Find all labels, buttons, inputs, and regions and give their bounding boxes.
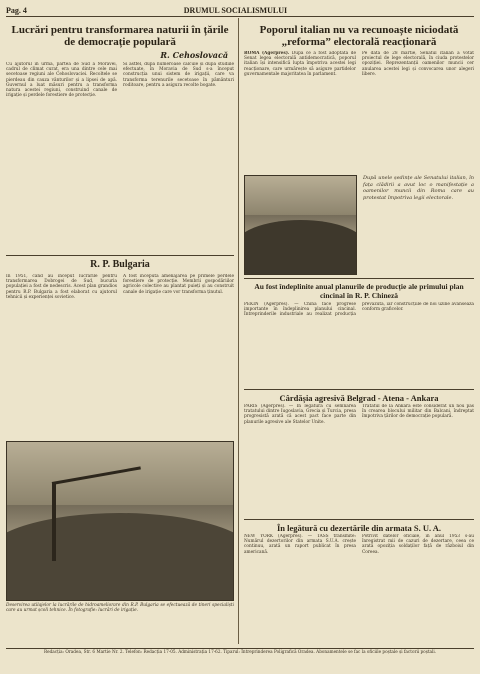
article2-body-left: În 1951, când au început lucrările pentru transformarea Dobrogei de Sud, bucuria populației a fost de nedescris. Acest plan grandios pentru R.P. Bulgaria a fost elaborat cu ajutorul tehnicii și experienței sovietice. — [6, 274, 117, 300]
article1-title: Lucrări pentru transformarea naturii în țările de democrație populară — [11, 24, 229, 48]
article3-body-right: Pe data de 28 martie, Senatul italian a votat proiectul de lege electorală, în ciuda protestelor opoziției. Reprezentanții oamenilor muncii cer anularea acestei legi și convocarea unor alegeri libere. — [362, 51, 474, 77]
photo-caption: Deservirea utilajelor la lucrările de hidroameliorare din R.P. Bulgaria se efectuează de tineri specialiști care au urmat școli tehnice. În fotografie: lucrări de irigație. — [6, 603, 234, 614]
article2-body-right: A fost începută amenajarea pe primele perdele forestiere de protecție. Membrii gospodăriilor agricole colective au plantat puieți și au construit canale de irigație care vor transforma ținutul. — [123, 274, 234, 295]
column-rule — [238, 18, 239, 644]
italy-protest-photo — [244, 175, 357, 275]
right-column — [244, 18, 474, 582]
article6-title: În legătură cu dezertările din armata S. U. A. — [276, 523, 442, 533]
bulgaria-works-photo — [6, 441, 234, 601]
article6-body-right: Potrivit datelor oficiale, în anul 1953 s-au înregistrat mii de cazuri de dezertare, ceea ce arată opoziția soldaților față de războiul din Coreea. — [362, 534, 474, 555]
article2-title: R. P. Bulgaria — [90, 259, 150, 270]
article1-author: R. Cehoslovacă — [160, 50, 228, 60]
article3-title: Poporul italian nu va recunoaște niciodată „reforma” electorală reacționară — [259, 24, 459, 48]
page-footer: Redacția: Oradea, Str. 6 Martie Nr. 2. Telefon: Redacția 17-05. Administrația 17-62. Tiparul: Întreprinderea Poligrafică Oradea. Abonamentele se fac la oficiile poștale și factorii poștali. — [6, 648, 474, 671]
article3-dateline: ROMA (Agerpres). — [244, 51, 290, 56]
page-header — [6, 4, 474, 17]
article5-body-right: Tratatul de la Ankara este considerat un nou pas în crearea blocului militar din Balcani, îndreptat împotriva țărilor de democrație populară. — [362, 404, 474, 420]
article4-title: Au fost îndeplinite anual planurile de producție ale primului plan cincinal în R. P. Chineză — [254, 282, 464, 300]
article6-body-left: NEW YORK (Agerpres). — TASS transmite: Numărul dezertorilor din armata S.U.A. crește continuu, arată un raport publicat în presa americană. — [244, 534, 356, 555]
newspaper-name: DRUMUL SOCIALISMULUI — [183, 5, 288, 15]
article1-body-right: Si astfel, după numeroase calcule și după studiile efectuate, în Moravia de Sud s-a început construcția unui sistem de irigații, care va transforma terenurile secetoase în pământuri roditoare, pentru a asigura recolte bogate. — [123, 62, 234, 88]
left-column — [6, 18, 234, 613]
page-number: Pag. 4 — [6, 5, 27, 15]
photo2-caption: După unele ședințe ale Senatului italian, în fața clădirii a avut loc o manifestație a oamenilor muncii din Roma care au protestat împotriva legii electorale. — [363, 175, 474, 201]
article3-body-left: După ce a fost adoptată de Senat legea electorală antidemocratică, poporul italian își intensifică lupta împotriva acestei legi reacționare, care urmărește să asigure partidelor guvernamentale majoritatea în parlament. — [244, 51, 356, 77]
article4-body: PEKIN (Agerpres). — China face progrese importante în îndeplinirea planului cincinal. Întreprinderile industriale au realizat producția prevăzută, iar construcțiile de noi uzine avansează conform graficelor. — [244, 302, 474, 318]
divider — [244, 519, 474, 520]
article1-body-left: Cu ajutorul în urmă, partea de Sud a Moravei, cadrul de climat curat, era una dintre cele mai secetoase regiuni ale Cehoslovaciei. Recoltele se pierdeau din cauza vânturilor și a lipsei de apă. Guvernul a luat măsuri pentru a transforma natura acestei regiuni, construind canale de irigație și perdele forestiere de protecție. — [6, 62, 117, 99]
divider — [244, 389, 474, 390]
article5-body-left: PARIS (Agerpres). — În legătură cu semnarea tratatului dintre Iugoslavia, Grecia și Turcia, presa progresistă arată că acest pact face parte din planurile agresive ale Statelor Unite. — [244, 404, 356, 425]
divider — [244, 278, 474, 279]
article5-title: Cârdășia agresivă Belgrad - Atena - Ankara — [279, 393, 439, 403]
divider — [6, 255, 234, 256]
